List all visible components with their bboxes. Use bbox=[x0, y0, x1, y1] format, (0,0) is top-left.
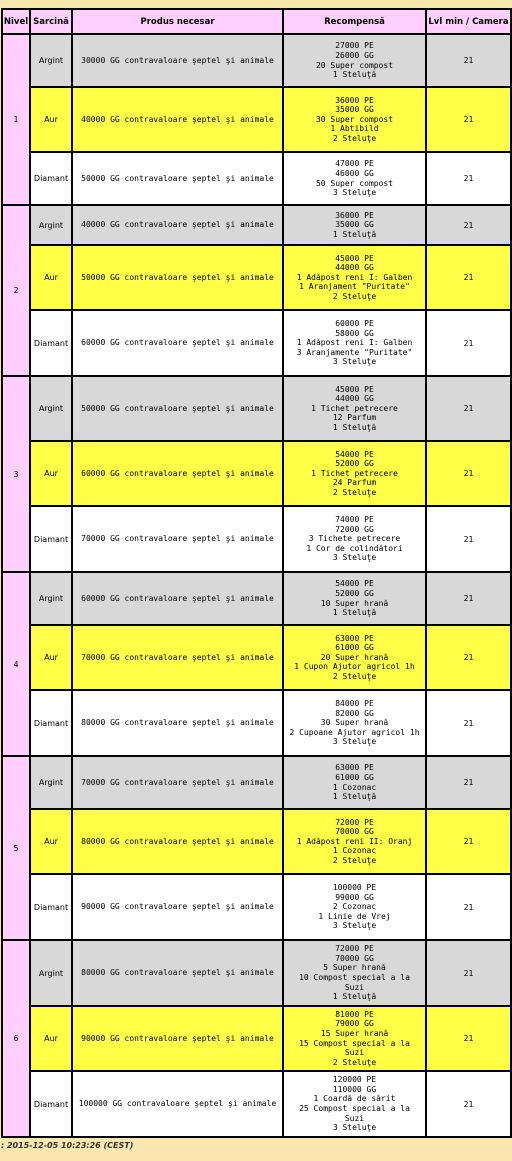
reward-line: 1 Linie de Vrej bbox=[318, 911, 391, 921]
reward-line: 47000 PE bbox=[335, 159, 374, 169]
required-product: 50000 GG contravaloare şeptel şi animale bbox=[72, 245, 283, 310]
reward-line: 1 Cor de colindători bbox=[306, 543, 403, 553]
reward-cell bbox=[283, 809, 426, 874]
reward-line: 5 Super hrană bbox=[323, 963, 386, 973]
table-row bbox=[2, 441, 511, 506]
reward-line: 46000 GG bbox=[335, 168, 374, 178]
reward-line: 1 Coardă de sărit bbox=[313, 1094, 396, 1104]
required-product: 70000 GG contravaloare şeptel şi animale bbox=[72, 506, 283, 572]
task-tier: Diamant bbox=[30, 310, 72, 376]
reward-line: 3 Steluţe bbox=[332, 188, 377, 198]
reward-line: 1 Tichet petrecere bbox=[311, 403, 398, 413]
reward-line: 1 Steluţă bbox=[332, 422, 377, 432]
level-number: 1 bbox=[2, 34, 30, 205]
reward-line: 2 Steluţe bbox=[332, 487, 377, 497]
table-row bbox=[2, 34, 511, 87]
reward-line: 3 Tichete petrecere bbox=[308, 534, 401, 544]
min-level: 21 bbox=[426, 87, 511, 152]
reward-line: 52000 GG bbox=[335, 459, 374, 469]
reward-line: 70000 GG bbox=[335, 953, 374, 963]
table-row bbox=[2, 809, 511, 874]
reward-line: 99000 GG bbox=[335, 892, 374, 902]
reward-line: 100000 PE bbox=[332, 883, 377, 893]
reward-line: 15 Super hrană bbox=[320, 1028, 389, 1038]
reward-cell bbox=[283, 874, 426, 940]
reward-line: 1 Adăpost reni I: Galben bbox=[296, 338, 413, 348]
reward-cell bbox=[283, 34, 426, 87]
required-product: 60000 GG contravaloare şeptel şi animale bbox=[72, 441, 283, 506]
table-row bbox=[2, 1006, 511, 1071]
reward-line: 2 Steluţe bbox=[332, 855, 377, 865]
required-product: 80000 GG contravaloare şeptel şi animale bbox=[72, 940, 283, 1006]
reward-line: 54000 PE bbox=[335, 449, 374, 459]
timestamp-footer: : 2015-12-05 10:23:26 (CEST) bbox=[1, 1141, 134, 1150]
reward-line: 3 Steluţe bbox=[332, 1123, 377, 1133]
reward-line: 2 Steluţe bbox=[332, 671, 377, 681]
reward-line: 1 Steluţă bbox=[332, 792, 377, 802]
reward-line: 1 Abtibild bbox=[330, 124, 379, 134]
reward-line: 70000 GG bbox=[335, 827, 374, 837]
reward-cell bbox=[283, 376, 426, 441]
header-sarcina: Sarcină bbox=[30, 9, 72, 34]
table-row bbox=[2, 690, 511, 756]
level-number: 6 bbox=[2, 940, 30, 1137]
reward-line: 54000 PE bbox=[335, 579, 374, 589]
reward-line: 1 Steluţă bbox=[332, 608, 377, 618]
task-tier: Aur bbox=[30, 1006, 72, 1071]
reward-line: 10 Compost special a la bbox=[299, 973, 410, 982]
task-tier: Aur bbox=[30, 625, 72, 690]
task-tier: Diamant bbox=[30, 506, 72, 572]
reward-line: 15 Compost special a la bbox=[299, 1038, 410, 1048]
reward-line: 1 Aranjament "Puritate" bbox=[299, 282, 410, 292]
table-row bbox=[2, 572, 511, 625]
required-product: 90000 GG contravaloare şeptel şi animale bbox=[72, 1006, 283, 1071]
reward-line: 50 Super compost bbox=[315, 178, 394, 188]
required-product: 30000 GG contravaloare şeptel şi animale bbox=[72, 34, 283, 87]
header-recompensa: Recompensă bbox=[283, 9, 426, 34]
reward-line: 1 Cozonac bbox=[332, 782, 377, 792]
reward-cell bbox=[283, 940, 426, 1006]
min-level: 21 bbox=[426, 625, 511, 690]
min-level: 21 bbox=[426, 809, 511, 874]
reward-line: 1 Steluţă bbox=[332, 992, 377, 1002]
reward-cell bbox=[283, 506, 426, 572]
required-product: 100000 GG contravaloare şeptel şi animale bbox=[72, 1071, 283, 1137]
required-product: 60000 GG contravaloare şeptel şi animale bbox=[72, 310, 283, 376]
required-product: 40000 GG contravaloare şeptel şi animale bbox=[72, 87, 283, 152]
table-row bbox=[2, 205, 511, 245]
min-level: 21 bbox=[426, 205, 511, 245]
reward-line: 1 Cozonac bbox=[332, 846, 377, 856]
min-level: 21 bbox=[426, 376, 511, 441]
required-product: 90000 GG contravaloare şeptel şi animale bbox=[72, 874, 283, 940]
reward-line: 120000 PE bbox=[332, 1075, 377, 1085]
min-level: 21 bbox=[426, 1071, 511, 1137]
reward-line: 1 Adăpost reni II: Oranj bbox=[296, 836, 413, 846]
table-row bbox=[2, 310, 511, 376]
table-row bbox=[2, 376, 511, 441]
reward-line: 20 Super compost bbox=[315, 60, 394, 70]
level-number: 2 bbox=[2, 205, 30, 376]
min-level: 21 bbox=[426, 441, 511, 506]
reward-line: 79000 GG bbox=[335, 1019, 374, 1029]
reward-line: 1 Cupon Ajutor agricol 1h bbox=[294, 662, 415, 672]
reward-line: 63000 PE bbox=[335, 763, 374, 773]
reward-cell bbox=[283, 690, 426, 756]
reward-line: 3 Steluţe bbox=[332, 921, 377, 931]
table-row bbox=[2, 245, 511, 310]
min-level: 21 bbox=[426, 310, 511, 376]
level-number: 5 bbox=[2, 756, 30, 940]
reward-cell bbox=[283, 205, 426, 245]
task-tier: Aur bbox=[30, 441, 72, 506]
reward-line: 110000 GG bbox=[332, 1084, 377, 1094]
reward-line: 45000 PE bbox=[335, 384, 374, 394]
reward-line: 35000 GG bbox=[335, 220, 374, 230]
required-product: 70000 GG contravaloare şeptel şi animale bbox=[72, 625, 283, 690]
table-row bbox=[2, 874, 511, 940]
reward-line: 2 Steluţe bbox=[332, 133, 377, 143]
min-level: 21 bbox=[426, 34, 511, 87]
reward-line: 44000 GG bbox=[335, 263, 374, 273]
required-product: 70000 GG contravaloare şeptel şi animale bbox=[72, 756, 283, 809]
reward-line: 2 Cozonac bbox=[332, 902, 377, 912]
table-row bbox=[2, 87, 511, 152]
reward-cell bbox=[283, 441, 426, 506]
reward-line: 30 Super hrană bbox=[320, 718, 389, 728]
task-tier: Diamant bbox=[30, 152, 72, 205]
min-level: 21 bbox=[426, 1006, 511, 1071]
reward-cell bbox=[283, 245, 426, 310]
reward-cell bbox=[283, 310, 426, 376]
table-body bbox=[2, 34, 511, 1137]
min-level: 21 bbox=[426, 756, 511, 809]
reward-cell bbox=[283, 152, 426, 205]
reward-line: 84000 PE bbox=[335, 699, 374, 709]
reward-line: 74000 PE bbox=[335, 515, 374, 525]
reward-line: 61000 GG bbox=[335, 643, 374, 653]
reward-line: 36000 PE bbox=[335, 210, 374, 220]
reward-cell bbox=[283, 1006, 426, 1071]
task-tier: Diamant bbox=[30, 690, 72, 756]
reward-cell bbox=[283, 572, 426, 625]
reward-line: 36000 PE bbox=[335, 95, 374, 105]
reward-line: 44000 GG bbox=[335, 394, 374, 404]
task-tier: Argint bbox=[30, 376, 72, 441]
required-product: 50000 GG contravaloare şeptel şi animale bbox=[72, 376, 283, 441]
reward-line: 25 Compost special a la bbox=[299, 1104, 410, 1113]
reward-line: 24 Parfum bbox=[332, 478, 377, 488]
table-row bbox=[2, 1071, 511, 1137]
required-product: 40000 GG contravaloare şeptel şi animale bbox=[72, 205, 283, 245]
min-level: 21 bbox=[426, 940, 511, 1006]
table-row bbox=[2, 625, 511, 690]
required-product: 50000 GG contravaloare şeptel şi animale bbox=[72, 152, 283, 205]
task-tier: Aur bbox=[30, 809, 72, 874]
reward-line: 72000 PE bbox=[335, 944, 374, 954]
task-tier: Argint bbox=[30, 205, 72, 245]
reward-line: 2 Cupoane Ajutor agricol 1h bbox=[289, 727, 420, 737]
reward-cell bbox=[283, 87, 426, 152]
reward-line: 3 Steluţe bbox=[332, 357, 377, 367]
level-number: 4 bbox=[2, 572, 30, 756]
min-level: 21 bbox=[426, 506, 511, 572]
reward-line: 63000 PE bbox=[335, 633, 374, 643]
reward-cell bbox=[283, 625, 426, 690]
task-tier: Diamant bbox=[30, 1071, 72, 1137]
reward-line: 81000 PE bbox=[335, 1009, 374, 1019]
reward-line: 27000 PE bbox=[335, 41, 374, 51]
task-tier: Argint bbox=[30, 572, 72, 625]
reward-line: 61000 GG bbox=[335, 772, 374, 782]
task-tier: Argint bbox=[30, 34, 72, 87]
reward-line: 1 Adăpost reni I: Galben bbox=[296, 272, 413, 282]
reward-line: 2 Steluţe bbox=[332, 1057, 377, 1067]
reward-line: Suzi bbox=[344, 1113, 365, 1123]
min-level: 21 bbox=[426, 152, 511, 205]
reward-line: 1 Tichet petrecere bbox=[311, 468, 398, 478]
reward-line: 58000 GG bbox=[335, 328, 374, 338]
reward-line: 1 Steluţă bbox=[332, 229, 377, 239]
reward-line: 26000 GG bbox=[335, 50, 374, 60]
reward-line: 3 Steluţe bbox=[332, 553, 377, 563]
table-row bbox=[2, 152, 511, 205]
min-level: 21 bbox=[426, 874, 511, 940]
tasks-table bbox=[1, 8, 512, 1138]
reward-line: 3 Aranjamente "Puritate" bbox=[296, 347, 413, 357]
reward-line: 52000 GG bbox=[335, 588, 374, 598]
header-lvl: Lvl min / Camera bbox=[426, 9, 511, 34]
reward-cell bbox=[283, 1071, 426, 1137]
min-level: 21 bbox=[426, 572, 511, 625]
reward-line: Suzi bbox=[344, 982, 365, 992]
required-product: 80000 GG contravaloare şeptel şi animale bbox=[72, 809, 283, 874]
reward-line: 20 Super hrană bbox=[320, 652, 389, 662]
table-row bbox=[2, 756, 511, 809]
reward-line: 35000 GG bbox=[335, 105, 374, 115]
task-tier: Argint bbox=[30, 940, 72, 1006]
reward-line: 3 Steluţe bbox=[332, 737, 377, 747]
reward-line: 72000 GG bbox=[335, 524, 374, 534]
reward-line: 60000 PE bbox=[335, 319, 374, 329]
task-tier: Argint bbox=[30, 756, 72, 809]
reward-line: 45000 PE bbox=[335, 253, 374, 263]
required-product: 80000 GG contravaloare şeptel şi animale bbox=[72, 690, 283, 756]
task-tier: Diamant bbox=[30, 874, 72, 940]
reward-line: 82000 GG bbox=[335, 708, 374, 718]
reward-line: 1 Steluţă bbox=[332, 70, 377, 80]
reward-line: 10 Super hrană bbox=[320, 598, 389, 608]
reward-line: 12 Parfum bbox=[332, 413, 377, 423]
table-row bbox=[2, 940, 511, 1006]
header-row bbox=[2, 9, 511, 34]
table-row bbox=[2, 506, 511, 572]
reward-line: 30 Super compost bbox=[315, 114, 394, 124]
reward-line: Suzi bbox=[344, 1048, 365, 1058]
required-product: 60000 GG contravaloare şeptel şi animale bbox=[72, 572, 283, 625]
header-produs: Produs necesar bbox=[72, 9, 283, 34]
min-level: 21 bbox=[426, 690, 511, 756]
header-nivel: Nivel bbox=[2, 9, 30, 34]
reward-line: 72000 PE bbox=[335, 817, 374, 827]
task-tier: Aur bbox=[30, 245, 72, 310]
reward-cell bbox=[283, 756, 426, 809]
level-number: 3 bbox=[2, 376, 30, 572]
min-level: 21 bbox=[426, 245, 511, 310]
reward-line: 2 Steluţe bbox=[332, 291, 377, 301]
task-tier: Aur bbox=[30, 87, 72, 152]
